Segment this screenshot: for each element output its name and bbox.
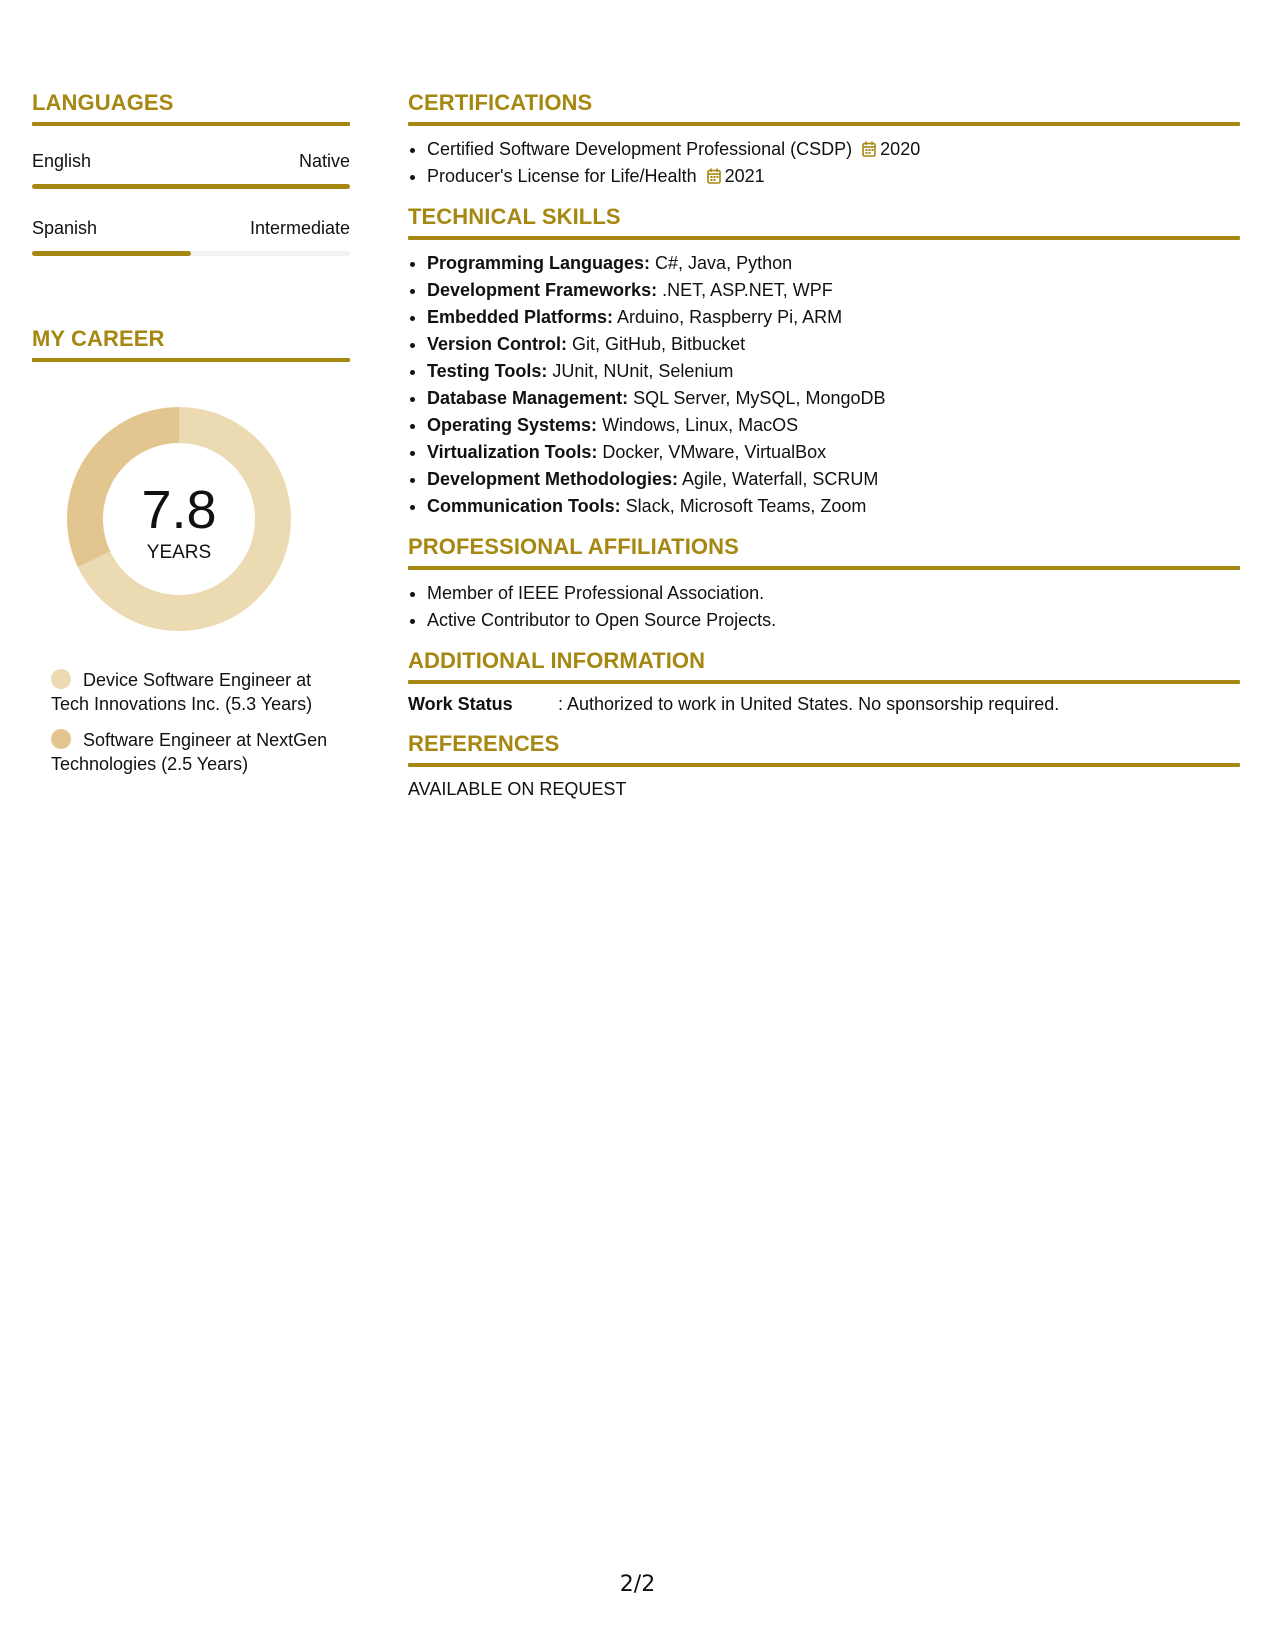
technical-skills-list (408, 250, 1240, 520)
skill-value: Slack, Microsoft Teams, Zoom (620, 496, 867, 516)
language-proficiency-bar (32, 251, 350, 256)
career-legend-item (51, 668, 341, 716)
skill-value: Arduino, Raspberry Pi, ARM (613, 307, 843, 327)
calendar-icon (707, 168, 721, 184)
certification-year: 2020 (880, 139, 921, 159)
language-item-english (32, 152, 350, 189)
legend-dot-icon (51, 729, 71, 749)
skill-item (427, 385, 1240, 412)
certification-name: Producer's License for Life/Health (427, 166, 697, 186)
left-column (32, 92, 350, 788)
skill-value: Git, GitHub, Bitbucket (567, 334, 746, 354)
additional-info-divider (408, 680, 1240, 684)
language-level: Intermediate (249, 218, 350, 238)
career-divider (32, 358, 350, 362)
language-name: English (32, 151, 92, 171)
skill-label: Programming Languages: (427, 253, 651, 273)
career-legend (51, 668, 341, 776)
affiliation-item: • Member of IEEE Professional Association. (427, 580, 1240, 607)
technical-skills-divider (408, 236, 1240, 240)
language-proficiency-bar (32, 184, 350, 189)
skill-item (427, 304, 1240, 331)
additional-info-section (408, 650, 1240, 715)
work-status-row (408, 694, 1240, 715)
technical-skills-heading: TECHNICAL SKILLS (408, 204, 621, 229)
right-column (408, 92, 1240, 800)
skill-item (427, 358, 1240, 385)
skill-value: C#, Java, Python (650, 253, 793, 273)
language-proficiency-fill (32, 184, 350, 189)
references-divider (408, 763, 1240, 767)
skill-label: Database Management: (427, 388, 629, 408)
affiliations-heading: PROFESSIONAL AFFILIATIONS (408, 534, 739, 559)
language-proficiency-fill (32, 251, 191, 256)
skill-item (427, 412, 1240, 439)
career-total-years: 7.8 (141, 479, 217, 540)
skill-value: Docker, VMware, VirtualBox (597, 442, 827, 462)
certification-item (427, 136, 1240, 163)
affiliation-item: • Active Contributor to Open Source Projects. (427, 607, 1240, 634)
technical-skills-section (408, 206, 1240, 520)
certifications-divider (408, 122, 1240, 126)
language-row (32, 152, 350, 170)
language-level: Native (298, 151, 350, 171)
certifications-section (408, 92, 1240, 190)
language-row (32, 219, 350, 237)
language-name: Spanish (32, 218, 98, 238)
skill-value: Windows, Linux, MacOS (597, 415, 799, 435)
skill-item (427, 439, 1240, 466)
affiliations-section (408, 536, 1240, 634)
skill-item (427, 466, 1240, 493)
skill-item (427, 493, 1240, 520)
page-number: 2/2 (619, 1572, 656, 1597)
calendar-icon (862, 141, 876, 157)
languages-divider (32, 122, 350, 126)
certification-date (862, 139, 920, 159)
skill-value: JUnit, NUnit, Selenium (547, 361, 734, 381)
affiliations-divider (408, 566, 1240, 570)
skill-item (427, 277, 1240, 304)
references-section (408, 733, 1240, 800)
work-status-value: : Authorized to work in United States. No sponsorship required. (558, 694, 1060, 714)
skill-value: Agile, Waterfall, SCRUM (678, 469, 879, 489)
skill-item (427, 250, 1240, 277)
skill-label: Testing Tools: (427, 361, 548, 381)
certifications-list (408, 136, 1240, 190)
skill-label: Operating Systems: (427, 415, 598, 435)
certifications-heading: CERTIFICATIONS (408, 90, 593, 115)
career-total-unit: YEARS (146, 541, 212, 563)
skill-label: Communication Tools: (427, 496, 621, 516)
skill-value: .NET, ASP.NET, WPF (657, 280, 833, 300)
certification-date (707, 166, 765, 186)
donut-center (66, 406, 292, 632)
affiliations-list (408, 580, 1240, 634)
certification-year: 2021 (724, 166, 765, 186)
career-legend-label: Software Engineer at NextGen Technologies (2.5 Years) (51, 730, 328, 774)
skill-label: Development Frameworks: (427, 280, 658, 300)
career-donut-chart (66, 406, 292, 632)
skill-label: Virtualization Tools: (427, 442, 598, 462)
skill-item (427, 331, 1240, 358)
legend-dot-icon (51, 669, 71, 689)
additional-info-heading: ADDITIONAL INFORMATION (408, 648, 706, 673)
certification-name: Certified Software Development Professional (CSDP) (427, 139, 853, 159)
skill-value: SQL Server, MySQL, MongoDB (628, 388, 886, 408)
career-legend-item (51, 728, 341, 776)
career-legend-label: Device Software Engineer at Tech Innovations Inc. (5.3 Years) (51, 670, 313, 714)
certification-item (427, 163, 1240, 190)
references-heading: REFERENCES (408, 731, 560, 756)
references-text: AVAILABLE ON REQUEST (408, 779, 627, 799)
languages-section (32, 92, 350, 256)
skill-label: Development Methodologies: (427, 469, 679, 489)
career-section (32, 328, 350, 776)
career-heading: MY CAREER (32, 326, 165, 351)
skill-label: Version Control: (427, 334, 568, 354)
languages-heading: LANGUAGES (32, 90, 174, 115)
work-status-label: Work Status (408, 694, 513, 714)
language-item-spanish (32, 219, 350, 256)
skill-label: Embedded Platforms: (427, 307, 614, 327)
